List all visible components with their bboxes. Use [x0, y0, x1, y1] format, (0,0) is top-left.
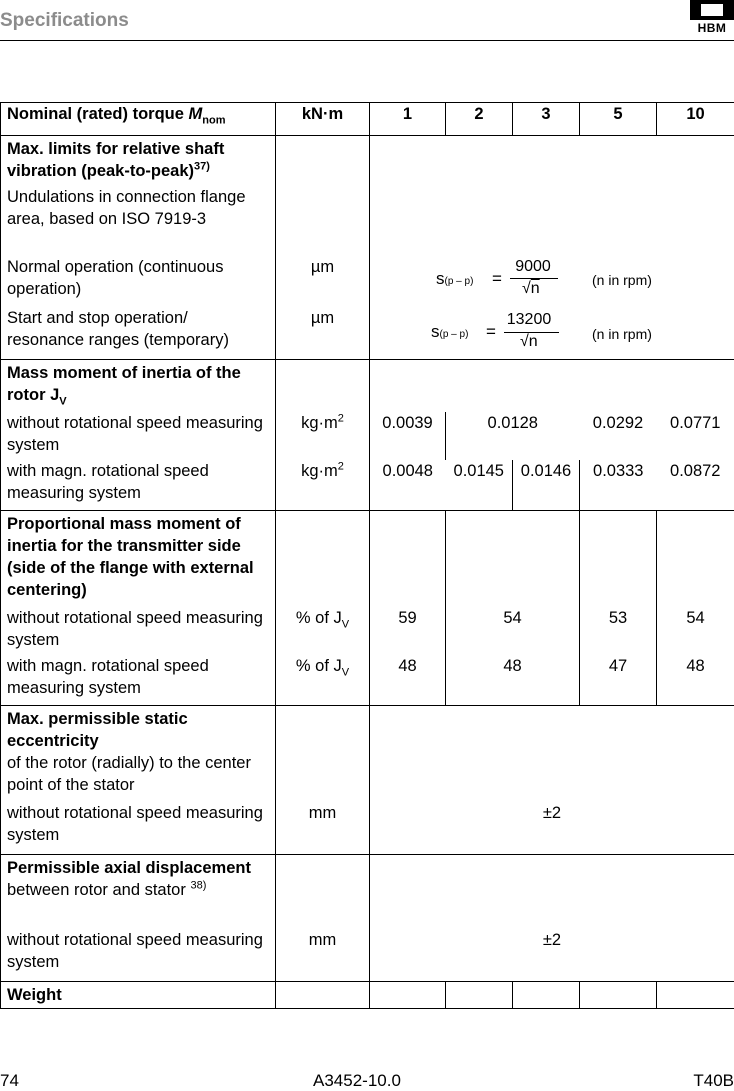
proportional-with-val-5: 47 [580, 655, 657, 706]
eccentricity-value: ±2 [370, 802, 734, 855]
proportional-without-val-5: 53 [580, 607, 657, 655]
col-header-3: 3 [513, 103, 580, 136]
table-row [1, 607, 734, 655]
footer-product: T40B [693, 1071, 734, 1091]
proportional-without-label: without rotational speed measuring system [1, 607, 276, 655]
inertia-without-val-1: 0.0039 [370, 412, 446, 460]
inertia-with-label: with magn. rotational speed measuring system [1, 460, 276, 511]
start-stop-formula: s(p – p) = 13200 √n (n in rpm) [376, 307, 728, 351]
inertia-without-label: without rotational speed measuring system [1, 412, 276, 460]
axial-unit: mm [276, 929, 370, 982]
normal-operation-label: Normal operation (continuous operation) [1, 256, 276, 307]
eccentricity-without-label: without rotational speed measuring system [1, 802, 276, 855]
table-row [1, 511, 734, 608]
axial-title: Permissible axial displacement between rotor and stator $^{38)}$ [1, 855, 276, 930]
inertia-with-unit: $kg\cdot m^2$ [276, 460, 370, 511]
start-stop-unit: µm [276, 307, 370, 360]
proportional-with-val-2-3: 48 [446, 655, 580, 706]
proportional-with-val-10: 48 [657, 655, 734, 706]
table-row [1, 186, 734, 256]
start-stop-label: Start and stop operation/ resonance ranges (temporary) [1, 307, 276, 360]
table-row [1, 706, 734, 803]
inertia-without-val-2-3: 0.0128 [446, 412, 580, 460]
proportional-without-val-2-3: 54 [446, 607, 580, 655]
inertia-without-val-10: 0.0771 [657, 412, 734, 460]
table-row [1, 802, 734, 855]
hbm-logo-text: HBM [690, 21, 734, 35]
inertia-without-val-5: 0.0292 [580, 412, 657, 460]
eccentricity-title: Max. permissible static eccentricity of the rotor (radially) to the center point of the stator [1, 706, 276, 803]
weight-title: Weight [1, 982, 276, 1009]
param-header: Nominal (rated) torque $M_{nom}$ [1, 103, 276, 136]
table-row [1, 982, 734, 1009]
unit-header: kN·m [276, 103, 370, 136]
undulations-label: Undulations in connection flange area, based on ISO 7919-3 [1, 186, 276, 256]
inertia-with-val-1: 0.0048 [370, 460, 446, 511]
normal-operation-formula: s(p – p) = 9000 √n (n in rpm) [376, 256, 728, 300]
page-header-title: Specifications [0, 10, 129, 32]
table-row [1, 360, 734, 413]
eccentricity-unit: mm [276, 802, 370, 855]
specifications-table [0, 102, 734, 1009]
proportional-with-val-1: 48 [370, 655, 446, 706]
table-row [1, 460, 734, 511]
inertia-without-unit: $kg\cdot m^2$ [276, 412, 370, 460]
inertia-with-val-5: 0.0333 [580, 460, 657, 511]
footer-doc-number: A3452-10.0 [313, 1071, 401, 1091]
inertia-with-val-3: 0.0146 [513, 460, 580, 511]
col-header-10: 10 [657, 103, 734, 136]
table-row [1, 855, 734, 930]
col-header-1: 1 [370, 103, 446, 136]
table-row [1, 412, 734, 460]
axial-value: ±2 [370, 929, 734, 982]
table-header-row [1, 103, 734, 136]
proportional-without-val-10: 54 [657, 607, 734, 655]
inertia-title: Mass moment of inertia of the rotor $J_V$ [1, 360, 276, 413]
table-row [1, 929, 734, 982]
col-header-2: 2 [446, 103, 513, 136]
table-row [1, 307, 734, 360]
normal-operation-unit: µm [276, 256, 370, 307]
proportional-title: Proportional mass moment of inertia for the transmitter side (side of the flange with external centering) [1, 511, 276, 608]
proportional-with-unit: % of $J_V$ [276, 655, 370, 706]
table-row [1, 256, 734, 307]
axial-without-label: without rotational speed measuring system [1, 929, 276, 982]
inertia-with-val-10: 0.0872 [657, 460, 734, 511]
vibration-title: Max. limits for relative shaft vibration (peak-to-peak)$^{37)}$ [1, 136, 276, 187]
hbm-logo-icon [690, 0, 734, 20]
proportional-without-val-1: 59 [370, 607, 446, 655]
col-header-5: 5 [580, 103, 657, 136]
table-row [1, 655, 734, 706]
footer-page-number: 74 [0, 1071, 19, 1091]
header-rule [0, 40, 734, 41]
hbm-logo [690, 0, 734, 38]
proportional-with-label: with magn. rotational speed measuring system [1, 655, 276, 706]
inertia-with-val-2: 0.0145 [446, 460, 513, 511]
table-row [1, 136, 734, 187]
proportional-without-unit: % of $J_V$ [276, 607, 370, 655]
